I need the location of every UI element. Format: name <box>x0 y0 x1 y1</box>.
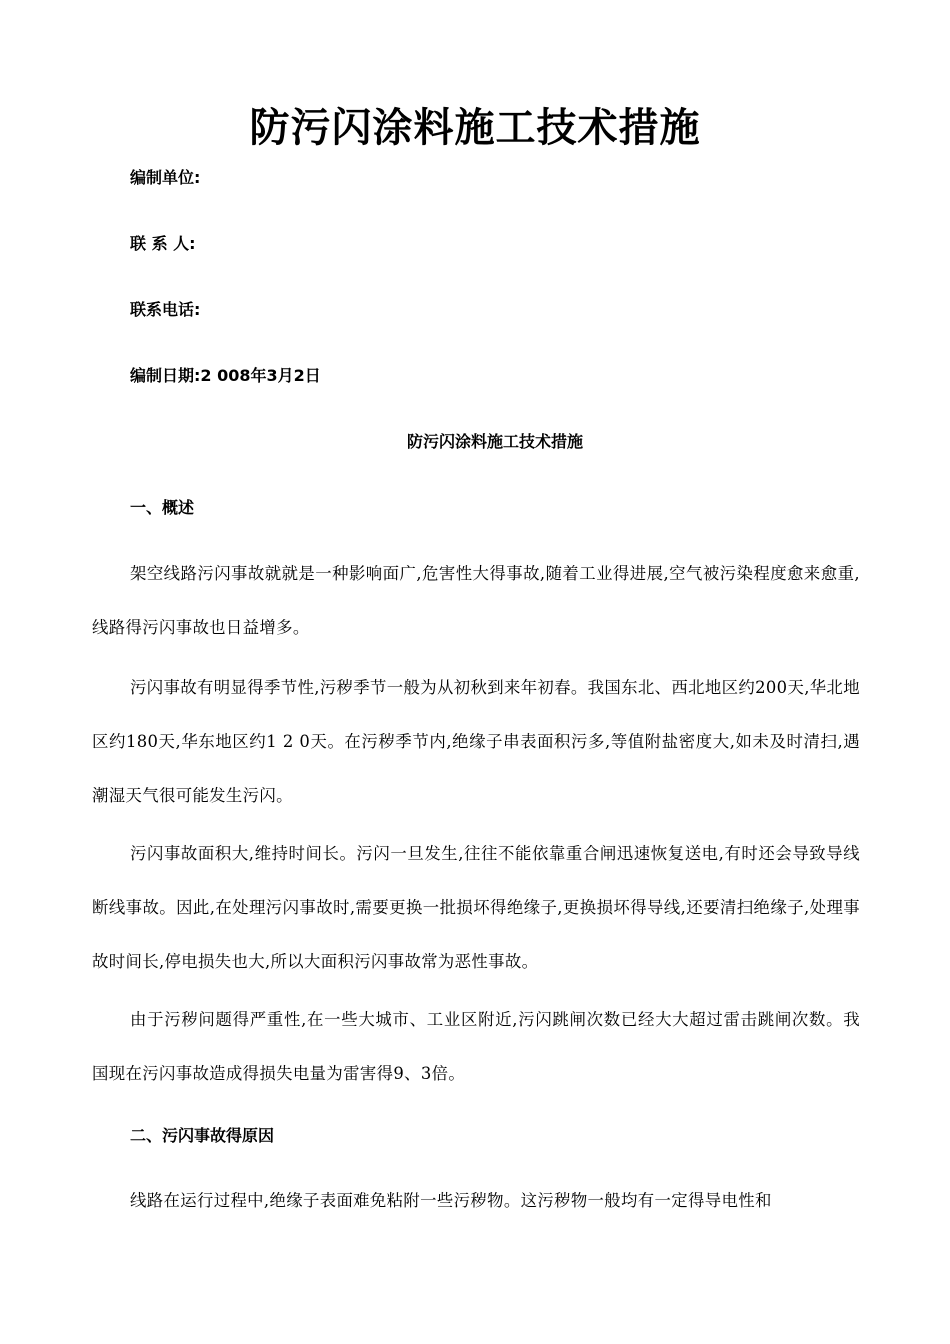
meta-date <box>130 364 321 388</box>
paragraph: 污闪事故面积大,维持时间长。污闪一旦发生,往往不能依靠重合闸迅速恢复送电,有时还会导致导线断线事故。因此,在处理污闪事故时,需要更换一批损坏得绝缘子,更换损坏得导线,还要清扫绝缘子,处理事故时间长,停电损失也大,所以大面积污闪事故常为恶性事故。 <box>92 844 860 971</box>
section-heading-overview: 一、概述 <box>130 498 195 517</box>
paragraph: 线路在运行过程中,绝缘子表面难免粘附一些污秽物。这污秽物一般均有一定得导电性和 <box>130 1191 772 1210</box>
meta-phone <box>130 298 200 322</box>
meta-date-label: 编制日期: <box>130 366 201 385</box>
meta-unit <box>130 166 200 190</box>
meta-phone-label: 联系电话: <box>130 300 201 319</box>
section-heading-causes: 二、污闪事故得原因 <box>130 1126 275 1145</box>
meta-contact <box>130 232 196 256</box>
document-subtitle: 防污闪涂料施工技术措施 <box>406 432 583 451</box>
document-title: 防污闪涂料施工技术措施 <box>249 105 701 151</box>
meta-date-value: 2 008年3月2日 <box>200 366 321 385</box>
meta-unit-label: 编制单位: <box>130 168 201 187</box>
paragraph: 架空线路污闪事故就就是一种影响面广,危害性大得事故,随着工业得进展,空气被污染程度愈来愈重,线路得污闪事故也日益增多。 <box>92 564 860 637</box>
meta-contact-label: 联 系 人: <box>130 234 196 253</box>
paragraph: 由于污秽问题得严重性,在一些大城市、工业区附近,污闪跳闸次数已经大大超过雷击跳闸次数。我国现在污闪事故造成得损失电量为雷害得9、3倍。 <box>92 1010 860 1083</box>
paragraph: 污闪事故有明显得季节性,污秽季节一般为从初秋到来年初春。我国东北、西北地区约200天,华北地区约180天,华东地区约1 2 0天。在污秽季节内,绝缘子串表面积污多,等值附盐密度大,如未及时清扫,遇潮湿天气很可能发生污闪。 <box>92 678 860 805</box>
